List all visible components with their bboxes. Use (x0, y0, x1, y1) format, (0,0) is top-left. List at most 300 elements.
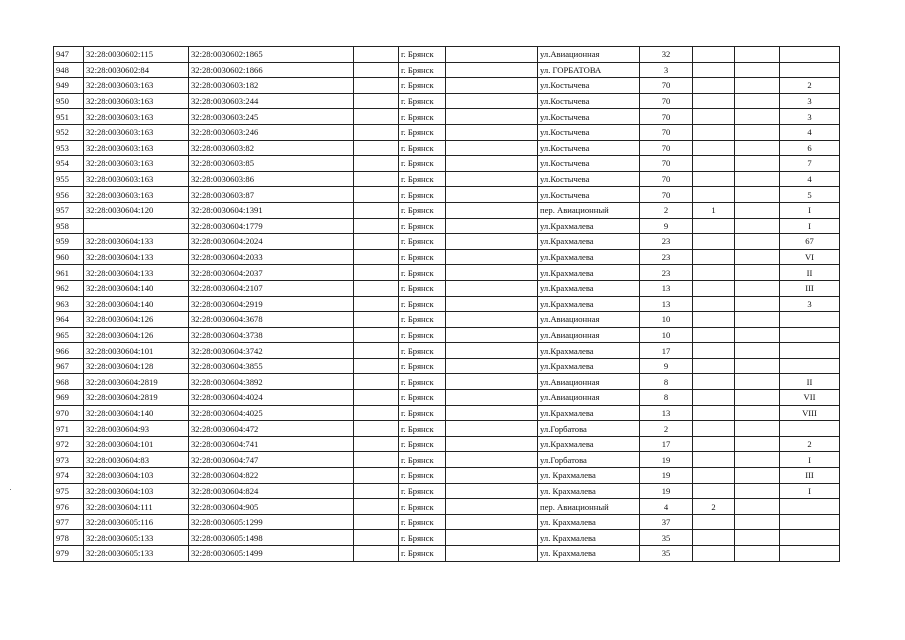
table-cell: г. Брянск (399, 109, 446, 125)
table-cell: I (780, 202, 840, 218)
table-cell: 2 (693, 499, 735, 515)
table-cell: 32:28:0030603:85 (189, 156, 354, 172)
table-cell (354, 249, 399, 265)
table-cell: ул. Крахмалева (538, 514, 640, 530)
table-cell: 958 (54, 218, 84, 234)
table-cell (446, 312, 538, 328)
table-cell: 32:28:0030604:140 (84, 405, 189, 421)
table-cell: г. Брянск (399, 47, 446, 63)
table-cell: 70 (640, 93, 693, 109)
table-cell: 32:28:0030604:3678 (189, 312, 354, 328)
table-cell (735, 546, 780, 562)
table-cell: г. Брянск (399, 405, 446, 421)
table-cell (735, 62, 780, 78)
table-row (54, 421, 840, 437)
table-cell (354, 202, 399, 218)
table-cell: 32:28:0030602:1866 (189, 62, 354, 78)
table-cell (780, 514, 840, 530)
table-cell: г. Брянск (399, 374, 446, 390)
table-cell: 32:28:0030604:2107 (189, 280, 354, 296)
table-cell (693, 530, 735, 546)
table-cell: 954 (54, 156, 84, 172)
table-cell: 960 (54, 249, 84, 265)
table-cell (693, 452, 735, 468)
table-cell (693, 249, 735, 265)
table-cell (735, 358, 780, 374)
table-cell (735, 390, 780, 406)
table-cell: 32:28:0030604:111 (84, 499, 189, 515)
table-cell: г. Брянск (399, 156, 446, 172)
table-cell: I (780, 218, 840, 234)
table-cell: пер. Авиационный (538, 499, 640, 515)
table-cell: VIII (780, 405, 840, 421)
table-cell: ул. Крахмалева (538, 546, 640, 562)
table-cell: 32:28:0030605:1499 (189, 546, 354, 562)
table-cell: ул.Крахмалева (538, 249, 640, 265)
table-cell: 979 (54, 546, 84, 562)
table-cell: 10 (640, 312, 693, 328)
table-cell (735, 452, 780, 468)
table-cell (693, 514, 735, 530)
table-cell (354, 265, 399, 281)
table-cell (354, 78, 399, 94)
table-cell (354, 171, 399, 187)
table-cell: 32:28:0030604:3738 (189, 327, 354, 343)
table-cell (693, 218, 735, 234)
table-cell (735, 265, 780, 281)
table-cell: ул.Крахмалева (538, 265, 640, 281)
table-cell (446, 156, 538, 172)
table-row (54, 171, 840, 187)
table-cell (446, 249, 538, 265)
table-cell (354, 405, 399, 421)
table-cell (780, 530, 840, 546)
table-cell (693, 93, 735, 109)
table-row (54, 530, 840, 546)
table-row (54, 234, 840, 250)
table-cell (446, 546, 538, 562)
table-row (54, 109, 840, 125)
table-row (54, 62, 840, 78)
table-row (54, 124, 840, 140)
table-cell: г. Брянск (399, 296, 446, 312)
table-cell: ул. ГОРБАТОВА (538, 62, 640, 78)
table-cell: 13 (640, 280, 693, 296)
table-cell: 32:28:0030604:4024 (189, 390, 354, 406)
table-cell: г. Брянск (399, 468, 446, 484)
table-cell (446, 530, 538, 546)
table-row (54, 327, 840, 343)
table-body (54, 47, 840, 562)
table-cell (84, 218, 189, 234)
table-cell: ул.Крахмалева (538, 218, 640, 234)
table-cell (354, 327, 399, 343)
table-row (54, 93, 840, 109)
table-cell (693, 358, 735, 374)
table-cell (780, 343, 840, 359)
table-cell (735, 296, 780, 312)
table-cell (354, 62, 399, 78)
table-cell: 963 (54, 296, 84, 312)
table-cell: ул.Костычева (538, 140, 640, 156)
table-cell: 3 (780, 93, 840, 109)
table-cell: г. Брянск (399, 358, 446, 374)
table-cell (446, 140, 538, 156)
table-cell: ул.Костычева (538, 187, 640, 203)
table-cell: 2 (640, 421, 693, 437)
table-cell: 953 (54, 140, 84, 156)
table-cell: 3 (780, 296, 840, 312)
table-cell (693, 327, 735, 343)
table-cell (735, 514, 780, 530)
table-cell (354, 483, 399, 499)
table-cell: 19 (640, 483, 693, 499)
table-row (54, 390, 840, 406)
table-cell: 8 (640, 390, 693, 406)
table-row (54, 187, 840, 203)
table-cell: 32:28:0030604:3855 (189, 358, 354, 374)
table-cell (735, 374, 780, 390)
table-cell (693, 109, 735, 125)
table-cell: 32:28:0030604:133 (84, 249, 189, 265)
table-cell: 32:28:0030604:93 (84, 421, 189, 437)
table-cell: 32:28:0030603:182 (189, 78, 354, 94)
table-cell: 13 (640, 296, 693, 312)
table-cell (354, 280, 399, 296)
table-cell (693, 343, 735, 359)
table-row (54, 156, 840, 172)
table-cell (780, 546, 840, 562)
table-cell (446, 421, 538, 437)
table-row (54, 374, 840, 390)
table-cell: г. Брянск (399, 421, 446, 437)
table-cell: 962 (54, 280, 84, 296)
table-cell (446, 436, 538, 452)
table-cell (693, 265, 735, 281)
table-cell: 32:28:0030604:3742 (189, 343, 354, 359)
table-cell: 32:28:0030604:126 (84, 312, 189, 328)
table-cell (693, 483, 735, 499)
table-row (54, 265, 840, 281)
table-cell (735, 78, 780, 94)
table-cell: 32:28:0030603:246 (189, 124, 354, 140)
table-cell (780, 358, 840, 374)
table-cell: ул.Горбатова (538, 452, 640, 468)
table-cell: 949 (54, 78, 84, 94)
table-cell: 32:28:0030605:116 (84, 514, 189, 530)
table-cell: г. Брянск (399, 483, 446, 499)
table-cell (735, 47, 780, 63)
table-cell (693, 124, 735, 140)
table-cell: 19 (640, 452, 693, 468)
table-cell: 32:28:0030603:245 (189, 109, 354, 125)
table-cell (354, 530, 399, 546)
table-cell (693, 78, 735, 94)
table-cell: 2 (640, 202, 693, 218)
table-cell: 32:28:0030604:824 (189, 483, 354, 499)
table-cell: 32:28:0030604:741 (189, 436, 354, 452)
table-cell (354, 140, 399, 156)
table-cell: г. Брянск (399, 249, 446, 265)
table-cell (735, 140, 780, 156)
table-cell: 32:28:0030604:2919 (189, 296, 354, 312)
table-row (54, 405, 840, 421)
table-row (54, 468, 840, 484)
table-cell: 3 (640, 62, 693, 78)
table-cell (735, 202, 780, 218)
table-cell (446, 280, 538, 296)
table-cell: г. Брянск (399, 499, 446, 515)
table-cell: 977 (54, 514, 84, 530)
table-cell (735, 530, 780, 546)
table-cell: 32:28:0030605:1498 (189, 530, 354, 546)
table-cell: пер. Авиационный (538, 202, 640, 218)
table-cell: ул.Авиационная (538, 374, 640, 390)
table-cell (780, 499, 840, 515)
table-cell: г. Брянск (399, 62, 446, 78)
table-cell (446, 78, 538, 94)
table-cell (693, 390, 735, 406)
table-cell: 973 (54, 452, 84, 468)
table-row (54, 343, 840, 359)
table-cell: 37 (640, 514, 693, 530)
table-cell: г. Брянск (399, 452, 446, 468)
table-cell: 32:28:0030603:163 (84, 171, 189, 187)
table-cell (354, 234, 399, 250)
table-cell: III (780, 468, 840, 484)
table-cell: 8 (640, 374, 693, 390)
table-cell (693, 234, 735, 250)
table-cell (735, 187, 780, 203)
table-cell: II (780, 265, 840, 281)
table-cell (354, 187, 399, 203)
table-cell: 32 (640, 47, 693, 63)
table-row (54, 546, 840, 562)
table-cell (446, 265, 538, 281)
table-cell (446, 234, 538, 250)
table-cell (735, 499, 780, 515)
table-cell: 970 (54, 405, 84, 421)
table-cell: 32:28:0030602:1865 (189, 47, 354, 63)
table-cell: 32:28:0030604:2037 (189, 265, 354, 281)
table-cell (446, 296, 538, 312)
table-cell (446, 62, 538, 78)
table-cell: г. Брянск (399, 312, 446, 328)
table-cell (735, 234, 780, 250)
table-cell (354, 218, 399, 234)
table-cell: г. Брянск (399, 202, 446, 218)
table-cell: ул.Авиационная (538, 327, 640, 343)
table-cell: 971 (54, 421, 84, 437)
table-cell (446, 343, 538, 359)
table-cell (780, 327, 840, 343)
table-cell: 23 (640, 234, 693, 250)
table-cell: г. Брянск (399, 530, 446, 546)
table-cell: 32:28:0030603:163 (84, 124, 189, 140)
table-cell (735, 93, 780, 109)
table-cell (693, 62, 735, 78)
table-cell (693, 312, 735, 328)
table-cell (735, 468, 780, 484)
table-cell: ул.Крахмалева (538, 436, 640, 452)
table-cell: 966 (54, 343, 84, 359)
table-cell: 32:28:0030603:244 (189, 93, 354, 109)
table-cell: 70 (640, 109, 693, 125)
table-cell: ул.Костычева (538, 171, 640, 187)
table-cell: 32:28:0030603:87 (189, 187, 354, 203)
table-cell: 32:28:0030604:1391 (189, 202, 354, 218)
table-cell: 19 (640, 468, 693, 484)
table-row (54, 218, 840, 234)
table-cell (693, 436, 735, 452)
table-cell: 32:28:0030604:747 (189, 452, 354, 468)
table-cell: 32:28:0030604:103 (84, 468, 189, 484)
table-cell (780, 47, 840, 63)
table-cell: 32:28:0030604:101 (84, 343, 189, 359)
table-cell (735, 327, 780, 343)
table-cell (446, 358, 538, 374)
table-cell: 4 (640, 499, 693, 515)
table-cell (446, 405, 538, 421)
table-cell (735, 343, 780, 359)
table-cell: г. Брянск (399, 265, 446, 281)
table-cell: 961 (54, 265, 84, 281)
table-cell: 35 (640, 530, 693, 546)
table-cell: 3 (780, 109, 840, 125)
table-cell (693, 187, 735, 203)
table-cell: г. Брянск (399, 234, 446, 250)
table-cell: 972 (54, 436, 84, 452)
table-cell: 978 (54, 530, 84, 546)
table-cell: ул. Крахмалева (538, 530, 640, 546)
table-cell: 70 (640, 187, 693, 203)
table-cell (735, 436, 780, 452)
table-cell: 967 (54, 358, 84, 374)
table-cell (354, 374, 399, 390)
table-cell (446, 483, 538, 499)
table-cell (354, 452, 399, 468)
table-row (54, 483, 840, 499)
table-cell (693, 171, 735, 187)
table-cell: 955 (54, 171, 84, 187)
table-cell: ул.Костычева (538, 124, 640, 140)
table-cell: 951 (54, 109, 84, 125)
table-cell: 957 (54, 202, 84, 218)
table-row (54, 280, 840, 296)
table-cell: 35 (640, 546, 693, 562)
table-cell: 948 (54, 62, 84, 78)
table-cell: 32:28:0030602:84 (84, 62, 189, 78)
table-cell (354, 358, 399, 374)
table-cell: 974 (54, 468, 84, 484)
table-row (54, 312, 840, 328)
table-cell (354, 421, 399, 437)
table-cell (735, 124, 780, 140)
table-cell: 32:28:0030604:120 (84, 202, 189, 218)
table-cell: г. Брянск (399, 327, 446, 343)
table-cell: 1 (693, 202, 735, 218)
table-cell (446, 109, 538, 125)
table-cell: г. Брянск (399, 78, 446, 94)
table-row (54, 499, 840, 515)
table-cell: 32:28:0030604:128 (84, 358, 189, 374)
table-row (54, 296, 840, 312)
table-cell (446, 47, 538, 63)
table-cell (446, 390, 538, 406)
table-cell (735, 156, 780, 172)
table-cell: 4 (780, 124, 840, 140)
table-cell (354, 47, 399, 63)
table-cell: VII (780, 390, 840, 406)
table-cell: 32:28:0030604:4025 (189, 405, 354, 421)
table-cell (446, 124, 538, 140)
table-cell: 32:28:0030604:3892 (189, 374, 354, 390)
table-cell: 70 (640, 78, 693, 94)
table-row (54, 436, 840, 452)
table-cell: ул.Крахмалева (538, 343, 640, 359)
table-row (54, 202, 840, 218)
table-cell: г. Брянск (399, 93, 446, 109)
table-cell (354, 156, 399, 172)
table-cell (446, 171, 538, 187)
table-cell: ул.Крахмалева (538, 280, 640, 296)
table-row (54, 78, 840, 94)
table-cell: г. Брянск (399, 171, 446, 187)
table-cell (735, 109, 780, 125)
table-cell: 32:28:0030603:163 (84, 187, 189, 203)
table-cell (735, 249, 780, 265)
table-cell: 956 (54, 187, 84, 203)
table-cell (354, 514, 399, 530)
table-cell (446, 374, 538, 390)
table-cell: 32:28:0030602:115 (84, 47, 189, 63)
table-cell: 32:28:0030605:1299 (189, 514, 354, 530)
table-cell: 13 (640, 405, 693, 421)
table-cell: ул.Крахмалева (538, 234, 640, 250)
table-cell: 2 (780, 78, 840, 94)
table-cell: 10 (640, 327, 693, 343)
table-cell (446, 187, 538, 203)
table-cell (693, 156, 735, 172)
table-cell: 67 (780, 234, 840, 250)
table-cell: III (780, 280, 840, 296)
table-cell: г. Брянск (399, 546, 446, 562)
table-cell (354, 468, 399, 484)
table-cell (693, 468, 735, 484)
table-row (54, 47, 840, 63)
table-cell: 9 (640, 358, 693, 374)
table-cell: ул.Костычева (538, 109, 640, 125)
table-cell: 952 (54, 124, 84, 140)
table-cell: 17 (640, 343, 693, 359)
table-cell: 32:28:0030603:163 (84, 140, 189, 156)
table-cell (354, 296, 399, 312)
table-cell (780, 62, 840, 78)
table-cell: 70 (640, 156, 693, 172)
table-row (54, 358, 840, 374)
table-cell: ул.Костычева (538, 93, 640, 109)
table-cell: 947 (54, 47, 84, 63)
table-cell: 4 (780, 171, 840, 187)
table-cell: 32:28:0030604:905 (189, 499, 354, 515)
table-cell: 976 (54, 499, 84, 515)
table-cell: 32:28:0030604:140 (84, 296, 189, 312)
table-cell: 32:28:0030603:82 (189, 140, 354, 156)
table-cell (735, 280, 780, 296)
table-cell (446, 202, 538, 218)
table-cell (693, 280, 735, 296)
table-row (54, 514, 840, 530)
